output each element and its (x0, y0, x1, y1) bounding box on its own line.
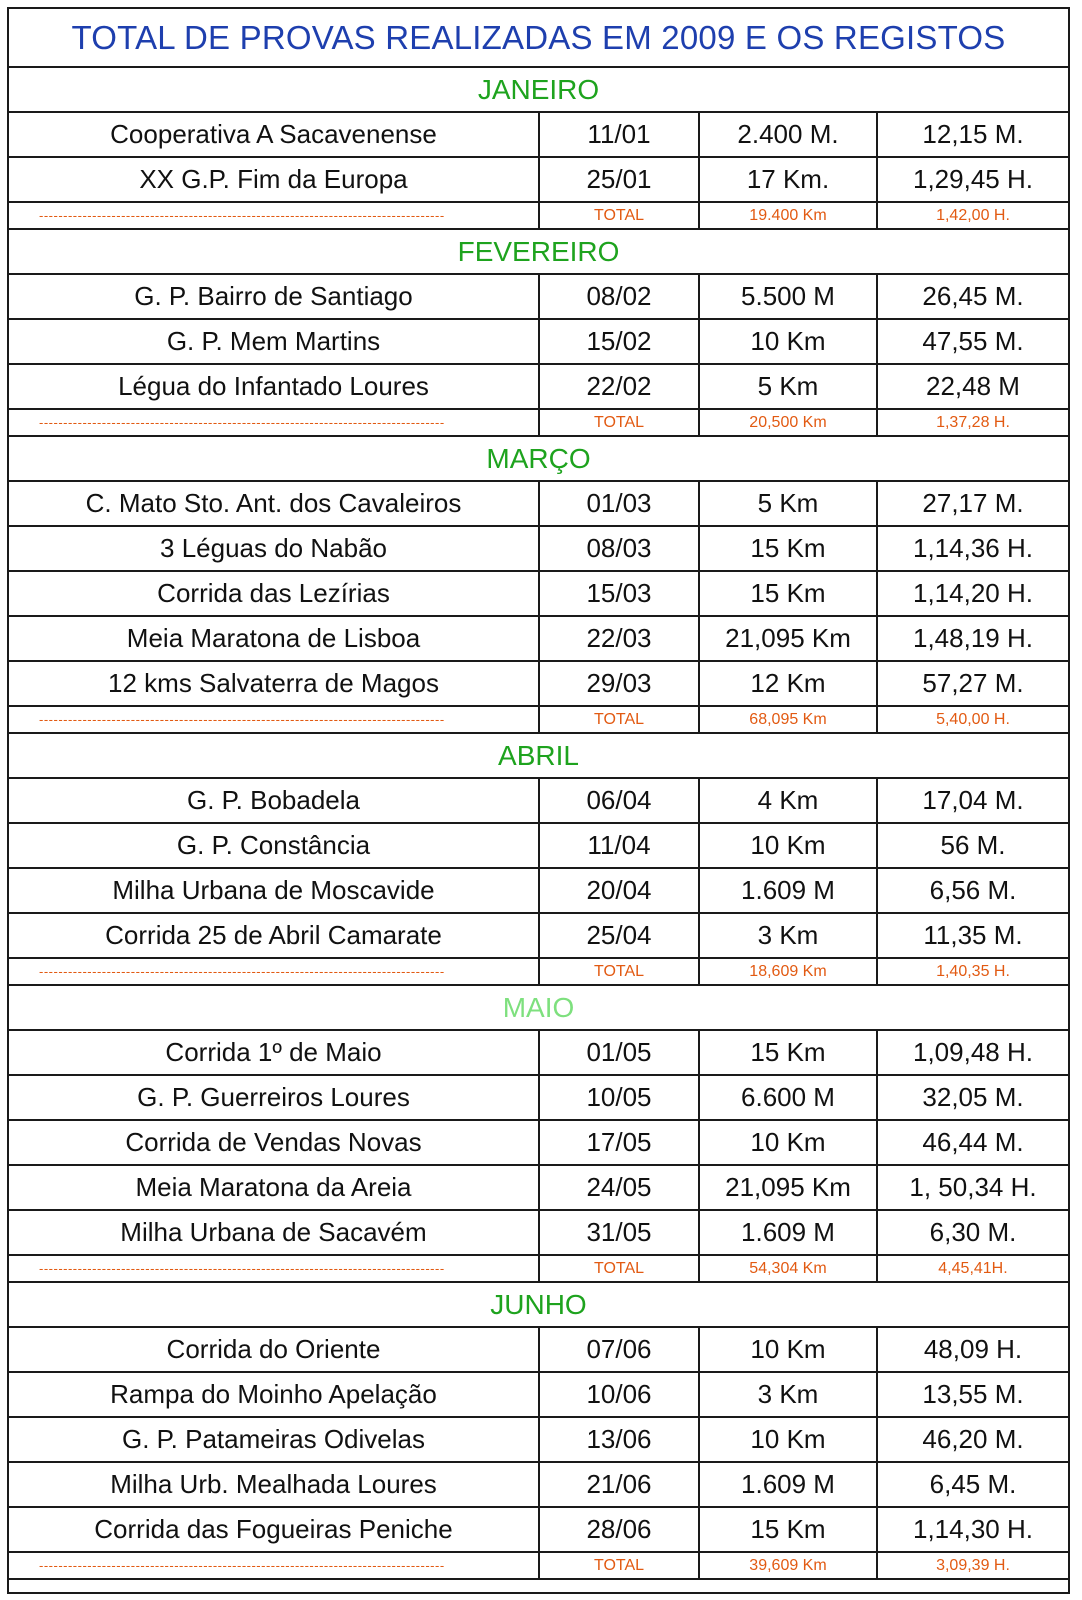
month-heading: MAIO (9, 986, 1068, 1031)
total-time: 1,40,35 H. (876, 959, 1068, 984)
month-heading: MARÇO (9, 437, 1068, 482)
race-time: 27,17 M. (876, 482, 1068, 525)
table-row (9, 914, 1068, 959)
month-heading: JANEIRO (9, 68, 1068, 113)
race-name: G. P. Mem Martins (166, 326, 381, 356)
race-name: Corrida das Lezírias (157, 578, 390, 608)
race-distance: 6.600 M (698, 1076, 876, 1119)
race-name: XX G.P. Fim da Europa (139, 164, 408, 194)
total-distance: 19.400 Km (698, 203, 876, 228)
month-heading: JUNHO (9, 1283, 1068, 1328)
total-row (9, 1256, 1068, 1283)
race-time: 12,15 M. (876, 113, 1068, 156)
race-time: 11,35 M. (876, 914, 1068, 957)
race-distance: 1.609 M (698, 869, 876, 912)
race-date: 01/05 (538, 1031, 698, 1074)
table-row (9, 1166, 1068, 1211)
total-distance: 20,500 Km (698, 410, 876, 435)
race-name: Corrida 25 de Abril Camarate (105, 920, 442, 950)
race-date: 06/04 (538, 779, 698, 822)
race-name: Milha Urbana de Moscavide (112, 875, 435, 905)
table-row (9, 824, 1068, 869)
table-row (9, 1418, 1068, 1463)
race-name: G. P. Bairro de Santiago (134, 281, 413, 311)
race-name: G. P. Bobadela (187, 785, 360, 815)
table-row (9, 275, 1068, 320)
race-time: 6,56 M. (876, 869, 1068, 912)
race-date: 15/02 (538, 320, 698, 363)
race-distance: 10 Km (698, 824, 876, 867)
race-time: 1,29,45 H. (876, 158, 1068, 201)
dashed-separator: ------------------------------------------------------------------------------------ (39, 208, 445, 223)
table-row (9, 113, 1068, 158)
race-name: Meia Maratona da Areia (135, 1172, 412, 1202)
race-distance: 1.609 M (698, 1463, 876, 1506)
total-distance: 54,304 Km (698, 1256, 876, 1281)
table-row (9, 158, 1068, 203)
race-time: 1,14,20 H. (876, 572, 1068, 615)
race-time: 17,04 M. (876, 779, 1068, 822)
race-date: 25/04 (538, 914, 698, 957)
race-time: 26,45 M. (876, 275, 1068, 318)
total-distance: 68,095 Km (698, 707, 876, 732)
race-date: 08/02 (538, 275, 698, 318)
race-time: 6,30 M. (876, 1211, 1068, 1254)
dashed-separator: ------------------------------------------------------------------------------------ (39, 1261, 445, 1276)
race-distance: 10 Km (698, 1121, 876, 1164)
total-time: 1,42,00 H. (876, 203, 1068, 228)
race-date: 10/05 (538, 1076, 698, 1119)
race-name: Milha Urbana de Sacavém (120, 1217, 427, 1247)
month-heading: FEVEREIRO (9, 230, 1068, 275)
table-row (9, 1373, 1068, 1418)
race-time: 13,55 M. (876, 1373, 1068, 1416)
race-distance: 5 Km (698, 365, 876, 408)
total-label: TOTAL (538, 410, 698, 435)
race-date: 15/03 (538, 572, 698, 615)
total-row (9, 959, 1068, 986)
race-time: 57,27 M. (876, 662, 1068, 705)
race-name: G. P. Constância (176, 830, 371, 860)
table-row (9, 320, 1068, 365)
table-row (9, 482, 1068, 527)
race-distance: 10 Km (698, 1418, 876, 1461)
race-distance: 3 Km (698, 914, 876, 957)
race-date: 25/01 (538, 158, 698, 201)
race-time: 56 M. (876, 824, 1068, 867)
dashed-separator: ------------------------------------------------------------------------------------ (39, 415, 445, 430)
race-name: Corrida de Vendas Novas (125, 1127, 422, 1157)
table-row (9, 1031, 1068, 1076)
race-name: G. P. Guerreiros Loures (137, 1082, 410, 1112)
table-row (9, 1076, 1068, 1121)
race-time: 46,44 M. (876, 1121, 1068, 1164)
table-row (9, 527, 1068, 572)
race-date: 31/05 (538, 1211, 698, 1254)
race-distance: 10 Km (698, 320, 876, 363)
race-name: Légua do Infantado Loures (118, 371, 429, 401)
race-distance: 21,095 Km (698, 1166, 876, 1209)
race-time: 1,48,19 H. (876, 617, 1068, 660)
race-date: 29/03 (538, 662, 698, 705)
total-row (9, 1553, 1068, 1580)
total-label: TOTAL (538, 959, 698, 984)
race-name: Meia Maratona de Lisboa (126, 623, 421, 653)
race-time: 22,48 M (876, 365, 1068, 408)
table-row (9, 572, 1068, 617)
page-title: TOTAL DE PROVAS REALIZADAS EM 2009 E OS REGISTOS (9, 9, 1068, 68)
race-distance: 15 Km (698, 1031, 876, 1074)
race-name: Rampa do Moinho Apelação (110, 1379, 437, 1409)
table-row (9, 1328, 1068, 1373)
race-time: 32,05 M. (876, 1076, 1068, 1119)
race-distance: 10 Km (698, 1328, 876, 1371)
total-time: 4,45,41H. (876, 1256, 1068, 1281)
table-row (9, 617, 1068, 662)
month-heading: ABRIL (9, 734, 1068, 779)
total-row (9, 203, 1068, 230)
race-date: 28/06 (538, 1508, 698, 1551)
table-row (9, 365, 1068, 410)
total-distance: 39,609 Km (698, 1553, 876, 1578)
race-date: 01/03 (538, 482, 698, 525)
dashed-separator: ------------------------------------------------------------------------------------ (39, 964, 445, 979)
race-distance: 15 Km (698, 527, 876, 570)
race-date: 22/03 (538, 617, 698, 660)
race-date: 07/06 (538, 1328, 698, 1371)
race-distance: 17 Km. (698, 158, 876, 201)
race-date: 20/04 (538, 869, 698, 912)
race-date: 24/05 (538, 1166, 698, 1209)
race-name: 3 Léguas do Nabão (160, 533, 387, 563)
race-name: 12 kms Salvaterra de Magos (108, 668, 439, 698)
race-distance: 5.500 M (698, 275, 876, 318)
total-time: 3,09,39 H. (876, 1553, 1068, 1578)
race-time: 1,14,36 H. (876, 527, 1068, 570)
race-date: 11/04 (538, 824, 698, 867)
table-row (9, 779, 1068, 824)
total-row (9, 410, 1068, 437)
race-distance: 2.400 M. (698, 113, 876, 156)
race-date: 10/06 (538, 1373, 698, 1416)
race-name: C. Mato Sto. Ant. dos Cavaleiros (85, 488, 462, 518)
race-distance: 15 Km (698, 1508, 876, 1551)
race-distance: 15 Km (698, 572, 876, 615)
race-date: 21/06 (538, 1463, 698, 1506)
total-time: 1,37,28 H. (876, 410, 1068, 435)
race-date: 22/02 (538, 365, 698, 408)
race-date: 08/03 (538, 527, 698, 570)
table-row (9, 662, 1068, 707)
race-time: 1,09,48 H. (876, 1031, 1068, 1074)
dashed-separator: ------------------------------------------------------------------------------------ (39, 1558, 445, 1573)
table-row (9, 1121, 1068, 1166)
race-date: 11/01 (538, 113, 698, 156)
dashed-separator: ------------------------------------------------------------------------------------ (39, 712, 445, 727)
race-distance: 5 Km (698, 482, 876, 525)
table-row (9, 869, 1068, 914)
total-label: TOTAL (538, 203, 698, 228)
race-date: 17/05 (538, 1121, 698, 1164)
total-label: TOTAL (538, 1553, 698, 1578)
race-name: G. P. Patameiras Odivelas (122, 1424, 425, 1454)
race-distance: 4 Km (698, 779, 876, 822)
race-distance: 12 Km (698, 662, 876, 705)
total-label: TOTAL (538, 1256, 698, 1281)
total-row (9, 707, 1068, 734)
race-time: 1, 50,34 H. (876, 1166, 1068, 1209)
race-name: Cooperativa A Sacavenense (110, 119, 437, 149)
total-time: 5,40,00 H. (876, 707, 1068, 732)
race-name: Corrida 1º de Maio (165, 1037, 382, 1067)
race-name: Corrida do Oriente (166, 1334, 381, 1364)
race-distance: 1.609 M (698, 1211, 876, 1254)
race-date: 13/06 (538, 1418, 698, 1461)
race-records-sheet (7, 7, 1070, 1594)
total-distance: 18,609 Km (698, 959, 876, 984)
race-distance: 3 Km (698, 1373, 876, 1416)
race-distance: 21,095 Km (698, 617, 876, 660)
race-name: Corrida das Fogueiras Peniche (94, 1514, 453, 1544)
table-row (9, 1508, 1068, 1553)
table-row (9, 1463, 1068, 1508)
race-time: 48,09 H. (876, 1328, 1068, 1371)
race-time: 47,55 M. (876, 320, 1068, 363)
race-name: Milha Urb. Mealhada Loures (110, 1469, 437, 1499)
race-time: 1,14,30 H. (876, 1508, 1068, 1551)
race-time: 6,45 M. (876, 1463, 1068, 1506)
race-time: 46,20 M. (876, 1418, 1068, 1461)
table-row (9, 1211, 1068, 1256)
total-label: TOTAL (538, 707, 698, 732)
